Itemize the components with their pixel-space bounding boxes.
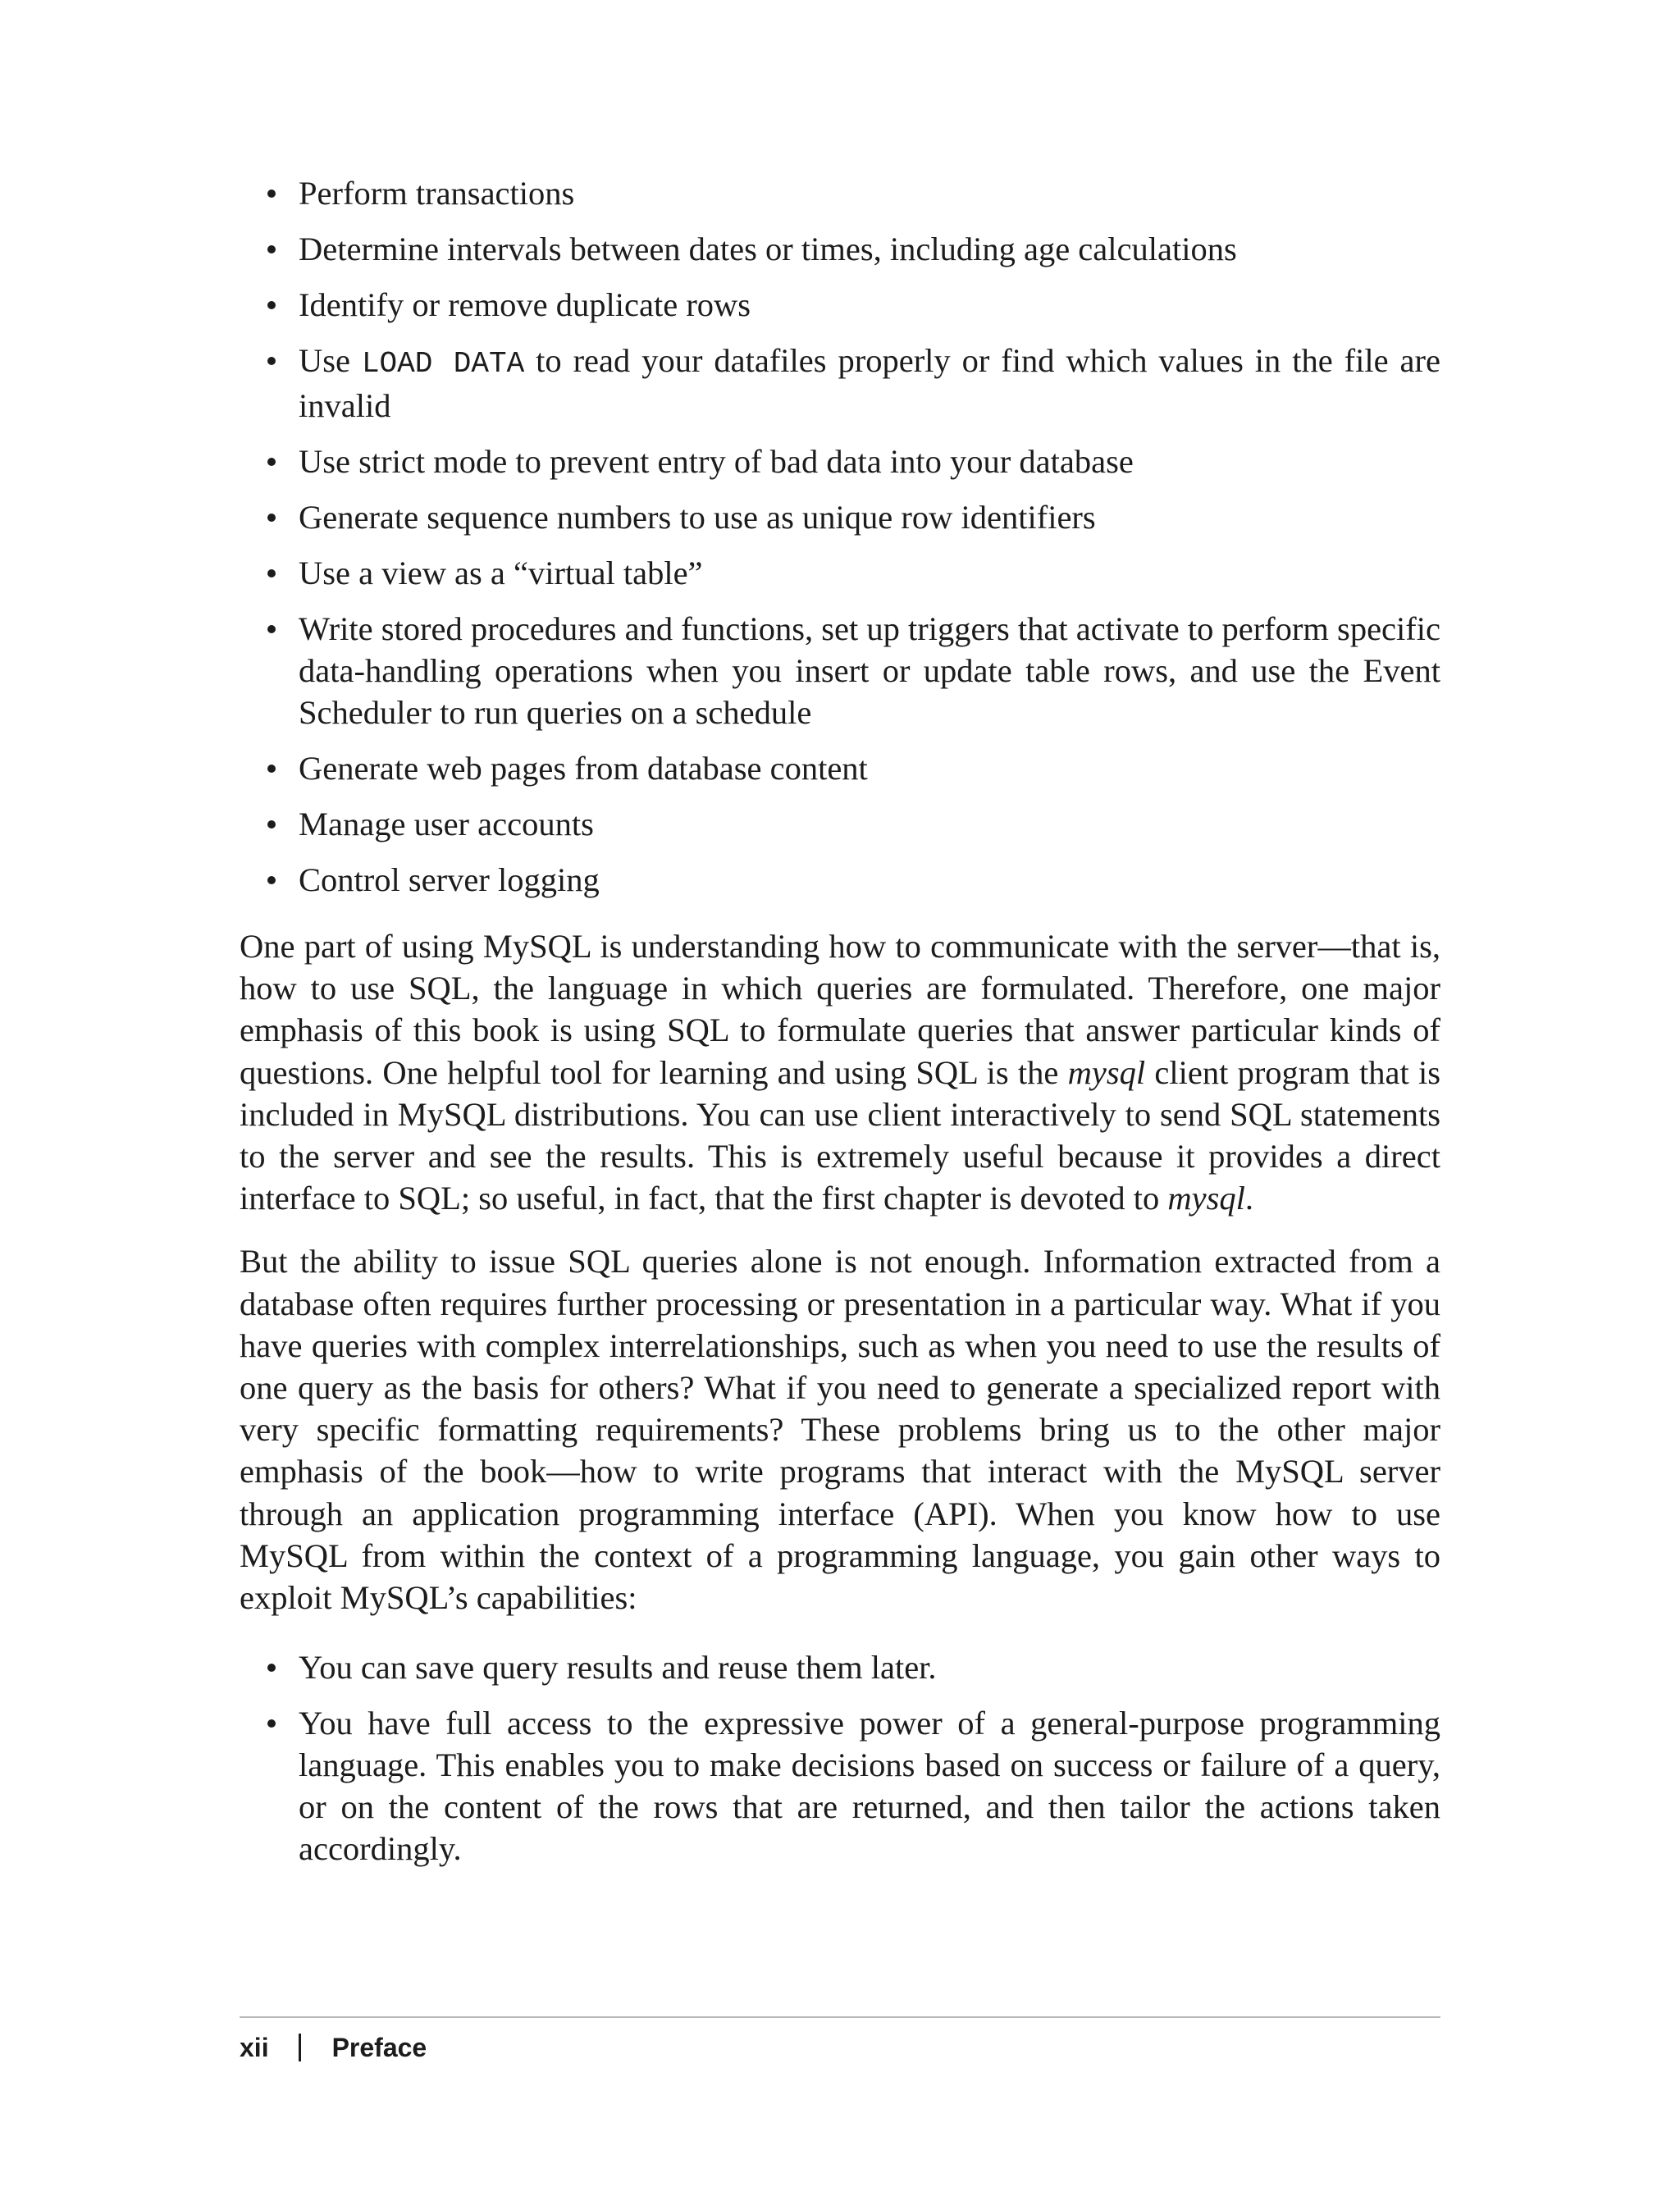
code-load-data: LOAD DATA xyxy=(361,347,525,381)
list-item: Determine intervals between dates or times, including age calculations xyxy=(240,228,1440,270)
footer-rule xyxy=(240,2016,1440,2018)
bullet-icon xyxy=(267,301,276,309)
feature-bullet-list xyxy=(240,172,1440,901)
bullet-icon xyxy=(267,876,276,884)
bullet-icon xyxy=(267,514,276,522)
list-item: You can save query results and reuse them later. xyxy=(240,1646,1440,1688)
api-benefits-list xyxy=(240,1646,1440,1869)
intro-paragraph-sql: One part of using MySQL is understanding how to communicate with the server—that is, how to use SQL, the language in which queries are formulated. Therefore, one major emphasis of this book is using SQL to formulate queries that answer particular kinds of questions. One helpful tool for learning and using SQL is the mysql client program that is included in MySQL distributions. You can use client interactively to send SQL statements to the server and see the results. This is extremely useful because it provides a direct interface to SQL; so useful, in fact, that the first chapter is devoted to mysql. xyxy=(240,928,1440,1217)
bullet-icon xyxy=(267,357,276,365)
footer-separator xyxy=(299,2034,301,2061)
bullet-icon xyxy=(267,1719,276,1728)
bullet-icon xyxy=(267,1664,276,1672)
list-item: Use LOAD DATA to read your datafiles properly or find which values in the file are invalid xyxy=(240,340,1440,427)
list-item: Use strict mode to prevent entry of bad data into your database xyxy=(240,441,1440,482)
bullet-icon xyxy=(267,765,276,773)
list-item: You have full access to the expressive power of a general-purpose programming language. This enables you to make decisions based on success or failure of a query, or on the content of the rows that are returned, and then tailor the actions taken accordingly. xyxy=(240,1702,1440,1869)
page-number: xii xyxy=(240,2033,269,2062)
bullet-icon xyxy=(267,625,276,633)
list-item: Identify or remove duplicate rows xyxy=(240,284,1440,326)
list-item: Perform transactions xyxy=(240,172,1440,214)
section-title: Preface xyxy=(331,2033,427,2062)
bullet-icon xyxy=(267,569,276,578)
bullet-icon xyxy=(267,820,276,829)
list-item: Control server logging xyxy=(240,859,1440,901)
page-body xyxy=(240,172,1440,1883)
mysql-program-name: mysql xyxy=(1067,1053,1146,1091)
list-item: Generate web pages from database content xyxy=(240,747,1440,789)
list-item: Generate sequence numbers to use as unique row identifiers xyxy=(240,496,1440,538)
bullet-icon xyxy=(267,189,276,198)
list-item: Manage user accounts xyxy=(240,803,1440,845)
mysql-program-name: mysql xyxy=(1167,1180,1245,1217)
bullet-icon xyxy=(267,458,276,466)
api-paragraph: But the ability to issue SQL queries alone is not enough. Information extracted from a database often requires further processing or presentation in a particular way. What if you have queries with complex interrelationships, such as when you need to use the results of one query as the basis for others? What if you need to generate a specialized report with very specific formatting requirements? These problems bring us to the other major emphasis of the book—how to write programs that interact with the MySQL server through an application programming interface (API). When you know how to use MySQL from within the context of a programming language, you gain other ways to exploit MySQL’s capabilities: xyxy=(240,1243,1440,1617)
bullet-icon xyxy=(267,245,276,253)
list-item: Use a view as a “virtual table” xyxy=(240,552,1440,594)
list-item: Write stored procedures and functions, set up triggers that activate to perform specific data-handling operations when you insert or update table rows, and use the Event Scheduler to run queries on a schedule xyxy=(240,608,1440,733)
page-footer xyxy=(240,2031,427,2064)
